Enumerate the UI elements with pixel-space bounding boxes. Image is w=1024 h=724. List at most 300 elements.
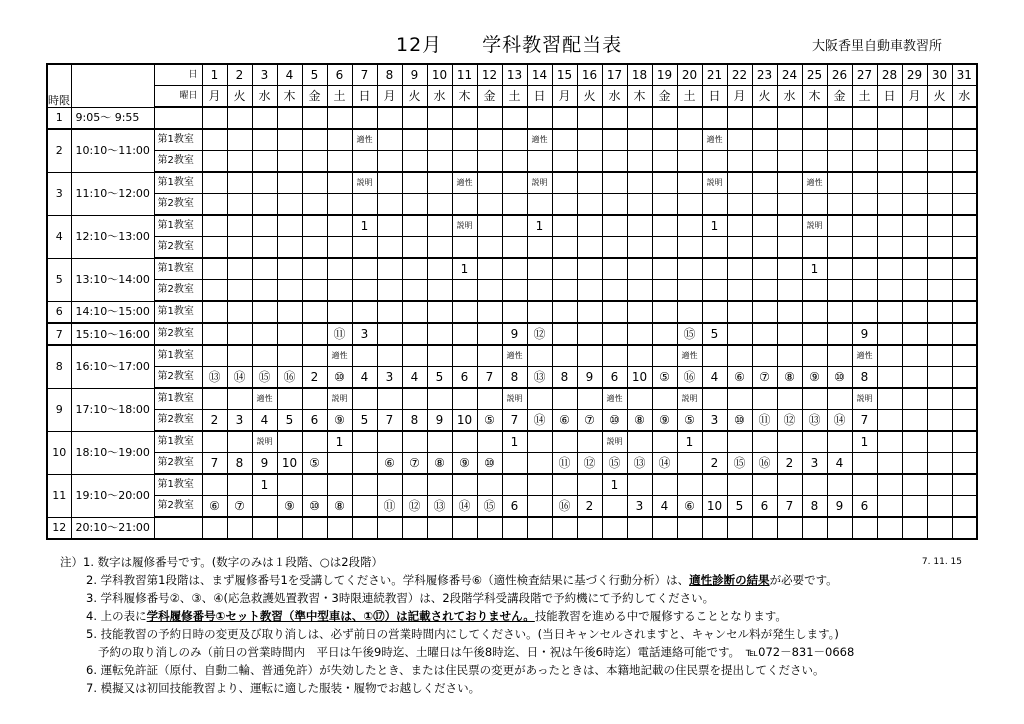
schedule-cell xyxy=(477,517,502,539)
schedule-cell: 2 xyxy=(777,453,802,475)
schedule-cell xyxy=(402,345,427,367)
schedule-cell: ⑮ xyxy=(727,453,752,475)
day-number: 4 xyxy=(277,64,302,86)
schedule-cell xyxy=(777,474,802,496)
schedule-cell xyxy=(552,301,577,323)
schedule-cell: 説明 xyxy=(502,388,527,410)
schedule-cell xyxy=(302,194,327,216)
schedule-cell: ⑧ xyxy=(327,496,352,518)
schedule-cell xyxy=(352,388,377,410)
schedule-cell xyxy=(827,345,852,367)
schedule-cell: 8 xyxy=(802,496,827,518)
schedule-cell xyxy=(952,496,977,518)
day-label: 日 xyxy=(154,64,202,86)
schedule-cell: ⑨ xyxy=(277,496,302,518)
schedule-cell xyxy=(952,280,977,302)
schedule-cell xyxy=(927,301,952,323)
schedule-cell xyxy=(852,215,877,237)
schedule-cell xyxy=(677,258,702,280)
schedule-cell xyxy=(802,388,827,410)
schedule-cell: ⑧ xyxy=(627,410,652,432)
weekday: 木 xyxy=(277,86,302,108)
schedule-cell xyxy=(727,107,752,129)
schedule-cell xyxy=(477,431,502,453)
schedule-cell xyxy=(552,431,577,453)
schedule-cell xyxy=(377,107,402,129)
schedule-cell xyxy=(227,345,252,367)
schedule-cell xyxy=(477,345,502,367)
schedule-cell xyxy=(452,151,477,173)
schedule-cell: 9 xyxy=(577,367,602,389)
schedule-cell xyxy=(752,345,777,367)
schedule-cell: 1 xyxy=(852,431,877,453)
day-number: 28 xyxy=(877,64,902,86)
notes-section xyxy=(60,553,990,697)
schedule-cell xyxy=(727,237,752,259)
schedule-cell: ⑨ xyxy=(802,367,827,389)
schedule-cell: 適性 xyxy=(327,345,352,367)
schedule-cell xyxy=(727,323,752,345)
day-number: 20 xyxy=(677,64,702,86)
classroom-label: 第1教室 xyxy=(154,129,202,151)
schedule-cell: ⑫ xyxy=(777,410,802,432)
schedule-cell xyxy=(777,129,802,151)
schedule-cell: ⑭ xyxy=(827,410,852,432)
schedule-cell xyxy=(877,237,902,259)
schedule-cell xyxy=(677,172,702,194)
weekday: 月 xyxy=(377,86,402,108)
schedule-cell xyxy=(877,517,902,539)
schedule-cell xyxy=(302,474,327,496)
schedule-cell xyxy=(877,172,902,194)
schedule-cell xyxy=(752,194,777,216)
period-row xyxy=(47,258,977,280)
schedule-cell xyxy=(377,474,402,496)
schedule-cell: ⑩ xyxy=(327,367,352,389)
period-row xyxy=(47,301,977,323)
weekday: 月 xyxy=(552,86,577,108)
day-number: 15 xyxy=(552,64,577,86)
schedule-cell: ⑨ xyxy=(452,453,477,475)
schedule-cell xyxy=(227,107,252,129)
schedule-cell xyxy=(402,107,427,129)
period-row xyxy=(47,410,977,432)
schedule-cell xyxy=(702,237,727,259)
schedule-cell xyxy=(477,237,502,259)
schedule-cell xyxy=(927,431,952,453)
period-number: 8 xyxy=(47,345,71,388)
schedule-cell: ⑭ xyxy=(227,367,252,389)
schedule-cell xyxy=(777,107,802,129)
period-time: 12:10～13:00 xyxy=(71,215,154,258)
schedule-cell xyxy=(202,129,227,151)
schedule-cell xyxy=(877,194,902,216)
schedule-cell xyxy=(527,258,552,280)
schedule-cell xyxy=(477,280,502,302)
classroom-label: 第2教室 xyxy=(154,151,202,173)
schedule-cell: ⑩ xyxy=(827,367,852,389)
schedule-cell xyxy=(277,258,302,280)
schedule-cell xyxy=(327,107,352,129)
schedule-cell: 10 xyxy=(702,496,727,518)
schedule-cell: ⑬ xyxy=(427,496,452,518)
weekday: 月 xyxy=(902,86,927,108)
schedule-cell xyxy=(452,323,477,345)
schedule-cell: ⑯ xyxy=(677,367,702,389)
schedule-cell xyxy=(952,215,977,237)
day-number: 3 xyxy=(252,64,277,86)
schedule-cell xyxy=(502,107,527,129)
period-time: 13:10～14:00 xyxy=(71,258,154,301)
schedule-cell xyxy=(777,258,802,280)
schedule-cell xyxy=(852,280,877,302)
schedule-cell xyxy=(252,496,277,518)
schedule-cell xyxy=(277,215,302,237)
schedule-cell: 1 xyxy=(327,431,352,453)
schedule-cell xyxy=(652,215,677,237)
schedule-cell xyxy=(952,151,977,173)
schedule-cell xyxy=(602,107,627,129)
schedule-cell xyxy=(227,474,252,496)
schedule-cell xyxy=(677,517,702,539)
weekday: 日 xyxy=(352,86,377,108)
schedule-cell: ⑦ xyxy=(402,453,427,475)
time-header xyxy=(71,64,154,107)
classroom-label xyxy=(154,517,202,539)
schedule-cell: ⑫ xyxy=(402,496,427,518)
schedule-cell: 適性 xyxy=(252,388,277,410)
note-4 xyxy=(60,607,990,625)
schedule-cell xyxy=(327,237,352,259)
schedule-cell xyxy=(302,215,327,237)
schedule-cell xyxy=(652,517,677,539)
schedule-cell xyxy=(452,237,477,259)
schedule-cell: 1 xyxy=(702,215,727,237)
schedule-cell xyxy=(377,258,402,280)
schedule-cell xyxy=(302,280,327,302)
schedule-cell xyxy=(877,151,902,173)
classroom-label: 第2教室 xyxy=(154,280,202,302)
day-number: 6 xyxy=(327,64,352,86)
classroom-label: 第1教室 xyxy=(154,215,202,237)
schedule-cell xyxy=(552,194,577,216)
schedule-cell xyxy=(452,301,477,323)
weekday: 火 xyxy=(577,86,602,108)
schedule-cell xyxy=(377,431,402,453)
schedule-cell xyxy=(677,474,702,496)
schedule-cell xyxy=(702,388,727,410)
schedule-cell xyxy=(652,474,677,496)
schedule-cell: 2 xyxy=(702,453,727,475)
schedule-cell xyxy=(877,474,902,496)
schedule-cell: 1 xyxy=(252,474,277,496)
schedule-cell xyxy=(202,151,227,173)
period-row xyxy=(47,194,977,216)
schedule-cell xyxy=(252,215,277,237)
schedule-cell xyxy=(327,258,352,280)
schedule-cell xyxy=(227,129,252,151)
schedule-cell: 適性 xyxy=(452,172,477,194)
schedule-cell: 4 xyxy=(652,496,677,518)
classroom-label: 第1教室 xyxy=(154,345,202,367)
schedule-cell xyxy=(827,215,852,237)
schedule-cell xyxy=(952,410,977,432)
schedule-cell xyxy=(652,172,677,194)
schedule-cell: 適性 xyxy=(502,345,527,367)
period-number: 1 xyxy=(47,107,71,129)
day-number: 12 xyxy=(477,64,502,86)
schedule-cell: ⑬ xyxy=(527,367,552,389)
schedule-cell: ⑥ xyxy=(677,496,702,518)
schedule-cell: 7 xyxy=(202,453,227,475)
schedule-cell: ⑯ xyxy=(277,367,302,389)
day-number: 23 xyxy=(752,64,777,86)
schedule-cell xyxy=(602,215,627,237)
schedule-cell xyxy=(627,258,652,280)
schedule-cell: ⑪ xyxy=(327,323,352,345)
schedule-cell xyxy=(952,517,977,539)
schedule-cell xyxy=(902,301,927,323)
schedule-cell xyxy=(527,151,552,173)
schedule-cell: 説明 xyxy=(452,215,477,237)
schedule-cell: ⑥ xyxy=(377,453,402,475)
note-4-emphasis: 学科履修番号①セット教習（準中型車は、①⑰）は記載されておりません。 xyxy=(146,609,535,623)
schedule-cell: ⑭ xyxy=(652,453,677,475)
schedule-cell xyxy=(227,151,252,173)
period-number: 3 xyxy=(47,172,71,215)
schedule-cell xyxy=(827,280,852,302)
schedule-cell xyxy=(577,431,602,453)
schedule-cell xyxy=(727,151,752,173)
schedule-table xyxy=(46,63,978,540)
schedule-cell xyxy=(377,129,402,151)
schedule-cell xyxy=(377,172,402,194)
schedule-cell xyxy=(877,129,902,151)
schedule-cell xyxy=(527,388,552,410)
schedule-cell: ⑥ xyxy=(727,367,752,389)
period-row xyxy=(47,237,977,259)
schedule-cell xyxy=(402,215,427,237)
schedule-cell xyxy=(377,194,402,216)
weekday: 木 xyxy=(452,86,477,108)
schedule-cell: ⑤ xyxy=(302,453,327,475)
schedule-cell xyxy=(577,280,602,302)
schedule-cell xyxy=(477,107,502,129)
schedule-cell xyxy=(727,258,752,280)
schedule-cell xyxy=(677,280,702,302)
weekday: 月 xyxy=(727,86,752,108)
weekday: 水 xyxy=(952,86,977,108)
schedule-cell xyxy=(877,215,902,237)
schedule-cell xyxy=(802,129,827,151)
schedule-cell: ⑮ xyxy=(477,496,502,518)
weekday: 木 xyxy=(802,86,827,108)
schedule-cell xyxy=(452,194,477,216)
schedule-cell xyxy=(602,151,627,173)
schedule-cell: 適性 xyxy=(352,129,377,151)
schedule-cell xyxy=(502,258,527,280)
day-number: 9 xyxy=(402,64,427,86)
weekday: 土 xyxy=(502,86,527,108)
schedule-cell: 8 xyxy=(852,367,877,389)
schedule-cell xyxy=(452,107,477,129)
schedule-cell xyxy=(677,301,702,323)
note-7: 7. 模擬又は初回技能教習より、運転に適した服装・履物でお越しください。 xyxy=(86,681,481,695)
schedule-cell: 3 xyxy=(227,410,252,432)
schedule-cell xyxy=(652,237,677,259)
weekday: 木 xyxy=(627,86,652,108)
schedule-cell xyxy=(377,280,402,302)
schedule-cell xyxy=(227,323,252,345)
schedule-cell xyxy=(377,517,402,539)
schedule-cell xyxy=(402,172,427,194)
schedule-cell xyxy=(852,151,877,173)
classroom-label: 第2教室 xyxy=(154,453,202,475)
schedule-cell xyxy=(777,215,802,237)
schedule-cell xyxy=(677,107,702,129)
period-time: 20:10～21:00 xyxy=(71,517,154,539)
schedule-cell: 9 xyxy=(502,323,527,345)
schedule-cell xyxy=(277,301,302,323)
schedule-cell: ⑧ xyxy=(777,367,802,389)
schedule-cell xyxy=(952,194,977,216)
schedule-cell xyxy=(552,517,577,539)
schedule-cell xyxy=(477,172,502,194)
schedule-cell: ⑬ xyxy=(627,453,652,475)
period-number: 10 xyxy=(47,431,71,474)
weekday: 土 xyxy=(327,86,352,108)
day-number: 1 xyxy=(202,64,227,86)
schedule-cell xyxy=(802,431,827,453)
schedule-cell xyxy=(352,474,377,496)
schedule-cell xyxy=(252,517,277,539)
schedule-cell: 説明 xyxy=(527,172,552,194)
schedule-cell: 適性 xyxy=(852,345,877,367)
schedule-cell xyxy=(502,215,527,237)
schedule-cell xyxy=(852,301,877,323)
schedule-cell xyxy=(777,194,802,216)
schedule-cell xyxy=(477,129,502,151)
schedule-cell: 6 xyxy=(502,496,527,518)
schedule-cell xyxy=(952,453,977,475)
schedule-cell xyxy=(602,345,627,367)
schedule-cell xyxy=(727,345,752,367)
schedule-cell xyxy=(477,301,502,323)
schedule-cell: 適性 xyxy=(802,172,827,194)
note-6: 6. 運転免許証（原付、自動二輪、普通免許）が失効したとき、または住民票の変更があったときは、本籍地記載の住民票を提出してください。 xyxy=(86,663,825,677)
schedule-cell xyxy=(902,517,927,539)
schedule-cell: 2 xyxy=(202,410,227,432)
schedule-cell xyxy=(452,129,477,151)
schedule-cell xyxy=(552,345,577,367)
schedule-cell: ⑥ xyxy=(552,410,577,432)
schedule-cell xyxy=(752,517,777,539)
schedule-cell: 4 xyxy=(252,410,277,432)
schedule-cell xyxy=(877,410,902,432)
classroom-label: 第1教室 xyxy=(154,388,202,410)
schedule-cell: 3 xyxy=(352,323,377,345)
schedule-cell: 7 xyxy=(377,410,402,432)
schedule-cell xyxy=(277,151,302,173)
period-row xyxy=(47,151,977,173)
schedule-cell xyxy=(527,107,552,129)
schedule-cell xyxy=(852,172,877,194)
schedule-cell: 6 xyxy=(752,496,777,518)
schedule-cell xyxy=(402,474,427,496)
schedule-cell xyxy=(877,431,902,453)
schedule-cell xyxy=(752,280,777,302)
day-number: 13 xyxy=(502,64,527,86)
classroom-label: 第1教室 xyxy=(154,258,202,280)
schedule-cell: ⑩ xyxy=(302,496,327,518)
schedule-cell xyxy=(652,323,677,345)
schedule-cell xyxy=(427,237,452,259)
schedule-cell xyxy=(777,172,802,194)
schedule-cell xyxy=(702,301,727,323)
schedule-cell xyxy=(302,151,327,173)
schedule-cell xyxy=(552,107,577,129)
schedule-cell xyxy=(227,280,252,302)
weekday: 金 xyxy=(477,86,502,108)
schedule-cell xyxy=(802,323,827,345)
schedule-cell xyxy=(352,517,377,539)
schedule-cell: 3 xyxy=(702,410,727,432)
schedule-cell: 2 xyxy=(577,496,602,518)
weekday: 月 xyxy=(202,86,227,108)
schedule-cell: 6 xyxy=(452,367,477,389)
schedule-cell xyxy=(227,258,252,280)
schedule-cell: 5 xyxy=(702,323,727,345)
note-5-phone: 予約の取り消しのみ（前日の営業時間内 平日は午後9時迄、土曜日は午後8時迄、日・祝は午後6時迄）電話連絡可能です。 ℡072－831－0668 xyxy=(98,645,855,659)
schedule-cell xyxy=(352,345,377,367)
schedule-cell xyxy=(852,258,877,280)
schedule-cell: 8 xyxy=(402,410,427,432)
schedule-cell: ⑭ xyxy=(527,410,552,432)
schedule-cell xyxy=(527,280,552,302)
schedule-cell: 説明 xyxy=(802,215,827,237)
schedule-cell xyxy=(627,345,652,367)
schedule-cell xyxy=(627,388,652,410)
schedule-cell: 4 xyxy=(827,453,852,475)
schedule-cell xyxy=(202,474,227,496)
schedule-cell xyxy=(627,431,652,453)
schedule-cell xyxy=(302,237,327,259)
schedule-cell xyxy=(727,172,752,194)
schedule-cell xyxy=(402,194,427,216)
schedule-cell xyxy=(402,237,427,259)
schedule-cell xyxy=(202,194,227,216)
schedule-cell: 7 xyxy=(852,410,877,432)
schedule-cell xyxy=(927,258,952,280)
schedule-cell: ⑥ xyxy=(202,496,227,518)
schedule-cell xyxy=(277,172,302,194)
schedule-cell: 1 xyxy=(452,258,477,280)
schedule-cell xyxy=(752,258,777,280)
schedule-cell xyxy=(202,215,227,237)
schedule-cell xyxy=(827,107,852,129)
schedule-cell xyxy=(902,345,927,367)
schedule-cell xyxy=(902,453,927,475)
weekday: 火 xyxy=(752,86,777,108)
classroom-label: 第2教室 xyxy=(154,237,202,259)
schedule-cell xyxy=(827,301,852,323)
schedule-cell xyxy=(802,474,827,496)
schedule-cell xyxy=(802,280,827,302)
schedule-cell xyxy=(752,301,777,323)
schedule-cell xyxy=(352,107,377,129)
schedule-cell xyxy=(427,431,452,453)
schedule-cell: ⑨ xyxy=(652,410,677,432)
